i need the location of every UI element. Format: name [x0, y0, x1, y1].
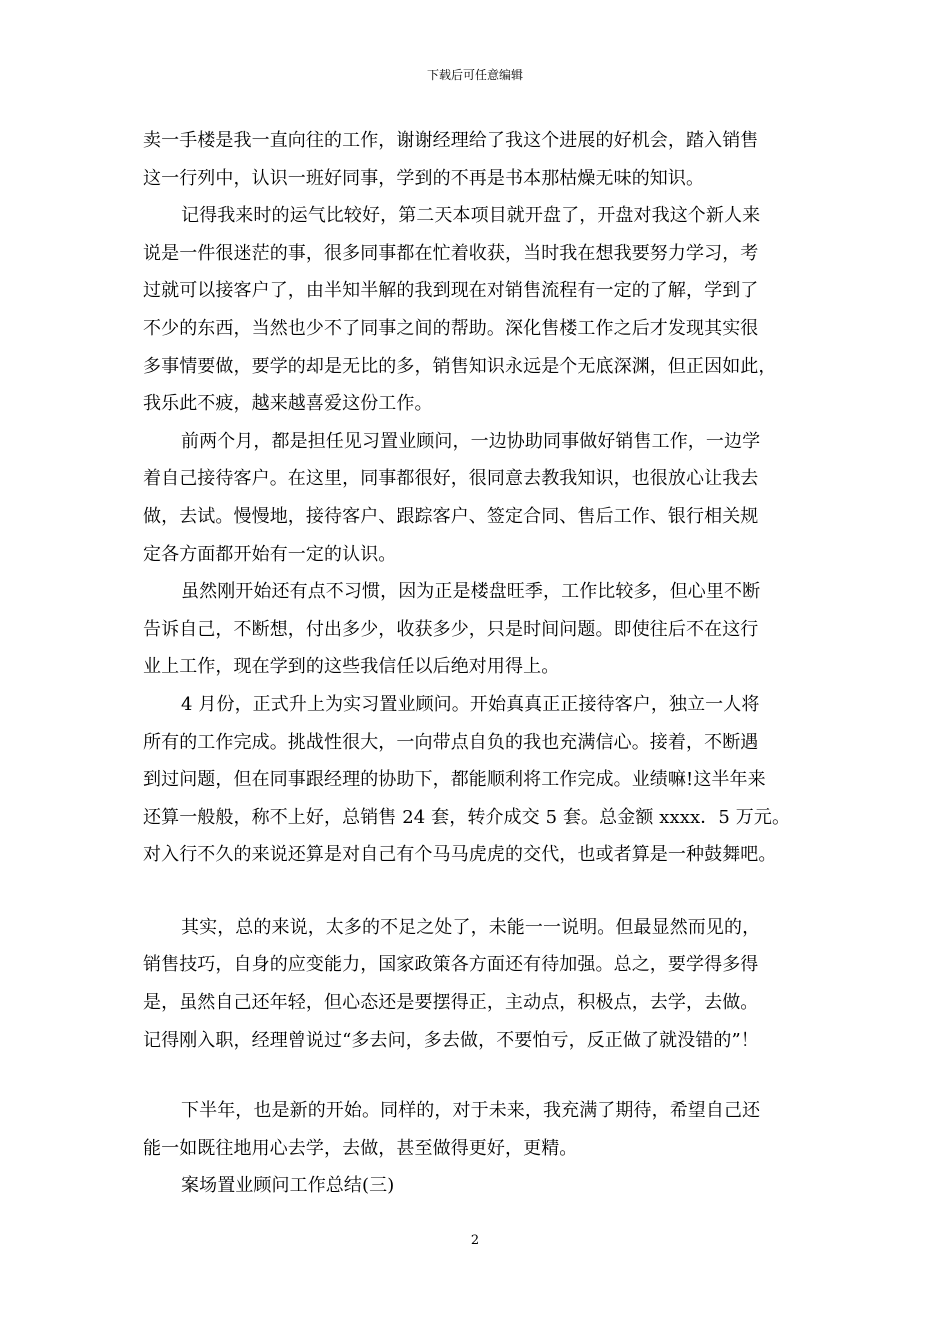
text-line: 是，虽然自己还年轻，但心态还是要摆得正，主动点，积极点，去学，去做。 — [143, 992, 759, 1014]
text-line: 多事情要做，要学的却是无比的多，销售知识永远是个无底深渊，但正因如此， — [143, 355, 777, 377]
text-line: 卖一手楼是我一直向往的工作，谢谢经理给了我这个进展的好机会，踏入销售 — [143, 130, 759, 151]
paragraph-start-line: 记得我来时的运气比较好，第二天本项目就开盘了，开盘对我这个新人来 — [181, 205, 761, 227]
paragraph-start-line: 前两个月，都是担任见习置业顾问，一边协助同事做好销售工作，一边学 — [181, 430, 761, 452]
header-note: 下载后可任意编辑 — [426, 68, 523, 82]
document-body — [143, 122, 833, 1205]
text-line: 到过问题，但在同事跟经理的协助下，都能顺利将工作完成。业绩嘛!这半年来 — [143, 769, 766, 791]
paragraph-gap — [143, 1059, 833, 1092]
text-line: 销售技巧，自身的应变能力，国家政策各方面还有待加强。总之，要学得多得 — [143, 954, 759, 976]
paragraph-start-line: 虽然刚开始还有点不习惯，因为正是楼盘旺季，工作比较多，但心里不断 — [181, 581, 761, 603]
section-heading: 案场置业顾问工作总结(三) — [181, 1175, 395, 1197]
page-number: 2 — [470, 1233, 480, 1248]
text-line: 还算一般般，称不上好，总销售 24 套，转介成交 5 套。总金额 xxxx．5 万元。 — [143, 806, 791, 828]
text-line: 做，去试。慢慢地，接待客户、跟踪客户、签定合同、售后工作、银行相关规 — [143, 505, 759, 527]
text-line: 过就可以接客户了，由半知半解的我到现在对销售流程有一定的了解，学到了 — [143, 280, 759, 302]
text-line: 记得刚入职，经理曾说过“多去问，多去做，不要怕亏，反正做了就没错的”！ — [143, 1029, 759, 1051]
text-line: 这一行列中，认识一班好同事，学到的不再是书本那枯燥无味的知识。 — [143, 167, 705, 189]
paragraph-start-line: 4 月份，正式升上为实习置业顾问。开始真真正正接待客户，独立一人将 — [181, 693, 760, 715]
text-line: 所有的工作完成。挑战性很大，一向带点自负的我也充满信心。接着，不断遇 — [143, 731, 759, 753]
text-line: 能一如既往地用心去学，去做，甚至做得更好，更精。 — [143, 1137, 578, 1159]
text-line: 不少的东西，当然也少不了同事之间的帮助。深化售楼工作之后才发现其实很 — [143, 317, 759, 339]
text-line: 着自己接待客户。在这里，同事都很好，很同意去教我知识，也很放心让我去 — [143, 468, 759, 490]
text-line: 告诉自己，不断想，付出多少，收获多少，只是时间问题。即使往后不在这行 — [143, 618, 759, 640]
text-line: 定各方面都开始有一定的认识。 — [143, 543, 397, 565]
paragraph-start-line: 下半年，也是新的开始。同样的，对于未来，我充满了期待，希望自己还 — [181, 1100, 761, 1122]
paragraph-gap — [143, 874, 833, 909]
text-line: 说是一件很迷茫的事，很多同事都在忙着收获，当时我在想我要努力学习，考 — [143, 242, 759, 264]
paragraph-start-line: 其实，总的来说，太多的不足之处了，未能一一说明。但最显然而见的， — [181, 916, 761, 938]
text-line: 对入行不久的来说还算是对自己有个马马虎虎的交代，也或者算是一种鼓舞吧。 — [143, 844, 777, 866]
text-line: 业上工作，现在学到的这些我信任以后绝对用得上。 — [143, 656, 560, 678]
text-line: 我乐此不疲，越来越喜爱这份工作。 — [143, 393, 433, 415]
